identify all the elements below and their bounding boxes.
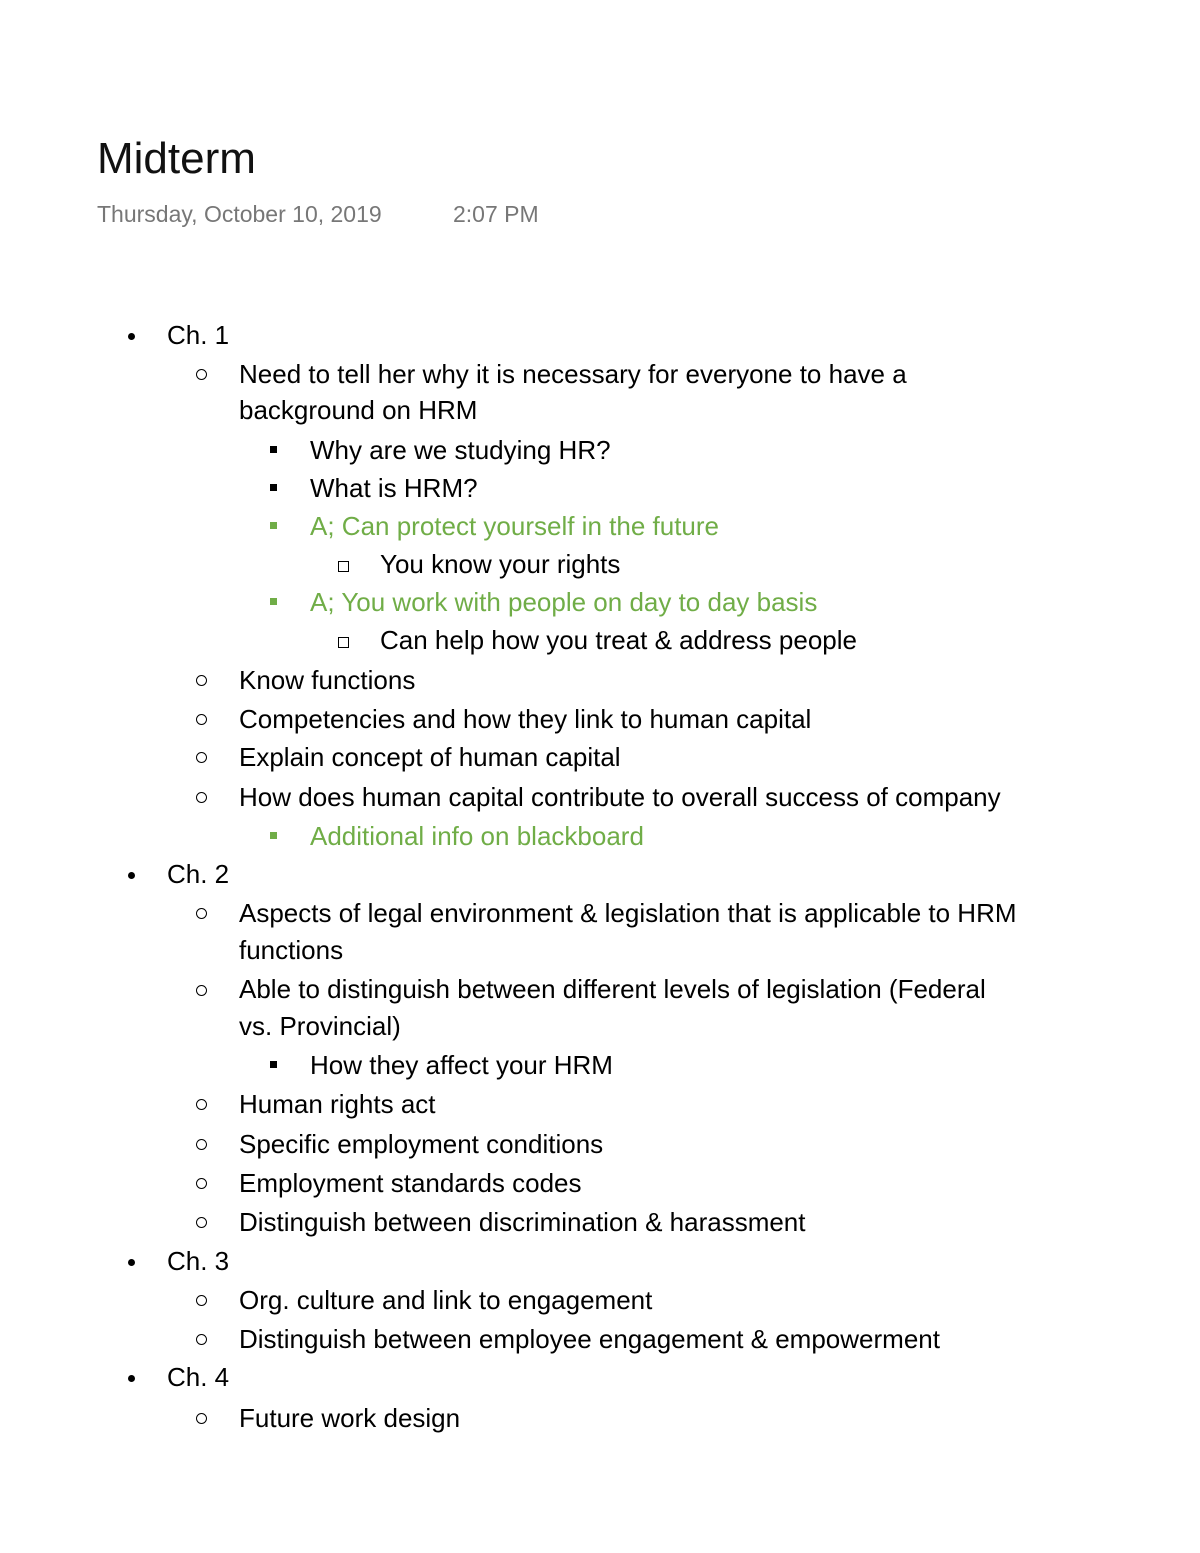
outline-item-ch1: Ch. 1: [167, 320, 230, 350]
circle-bullet-icon: [196, 675, 207, 686]
page-date: Thursday, October 10, 2019: [97, 201, 382, 227]
outline-item-ch3: Ch. 3: [167, 1246, 230, 1276]
bullet-icon: [128, 872, 135, 879]
page-title: Midterm: [97, 134, 256, 183]
outline-item-distinguish-line2: vs. Provincial): [239, 1011, 401, 1041]
square-bullet-icon: [270, 522, 277, 529]
outline-item-need-line1: Need to tell her why it is necessary for everyone to have a: [239, 359, 907, 389]
page-time: 2:07 PM: [453, 201, 539, 227]
outline-item-know-rights: You know your rights: [380, 549, 621, 579]
outline-item-future: Future work design: [239, 1403, 461, 1433]
outline-item-affect: How they affect your HRM: [310, 1050, 613, 1080]
circle-bullet-icon: [196, 1334, 207, 1345]
square-bullet-icon: [270, 484, 277, 491]
circle-bullet-icon: [196, 1178, 207, 1189]
outline-item-what-is-hrm: What is HRM?: [310, 473, 478, 503]
outline-item-aspects-line1: Aspects of legal environment & legislation that is applicable to HRM: [239, 898, 1017, 928]
outline-item-standards: Employment standards codes: [239, 1168, 582, 1198]
bullet-icon: [128, 1259, 135, 1266]
outline-item-contribute: How does human capital contribute to overall success of company: [239, 782, 1001, 812]
outline-item-ch2: Ch. 2: [167, 859, 230, 889]
circle-bullet-icon: [196, 752, 207, 763]
outline-item-additional-info: Additional info on blackboard: [310, 821, 644, 851]
outline-item-help-treat: Can help how you treat & address people: [380, 625, 857, 655]
circle-bullet-icon: [196, 1413, 207, 1424]
circle-bullet-icon: [196, 1217, 207, 1228]
square-bullet-icon: [270, 832, 277, 839]
outline-item-know-functions: Know functions: [239, 665, 416, 695]
circle-bullet-icon: [196, 908, 207, 919]
circle-bullet-icon: [196, 1295, 207, 1306]
circle-bullet-icon: [196, 369, 207, 380]
outline-item-specific: Specific employment conditions: [239, 1129, 604, 1159]
outline-item-competencies: Competencies and how they link to human capital: [239, 704, 812, 734]
outline-item-answer-work: A; You work with people on day to day basis: [310, 587, 818, 617]
open-square-bullet-icon: [338, 637, 349, 648]
square-bullet-icon: [270, 1061, 277, 1068]
circle-bullet-icon: [196, 1099, 207, 1110]
outline-item-engagement: Distinguish between employee engagement & empowerment: [239, 1324, 940, 1354]
outline-item-aspects-line2: functions: [239, 935, 344, 965]
open-square-bullet-icon: [338, 561, 349, 572]
circle-bullet-icon: [196, 985, 207, 996]
square-bullet-icon: [270, 598, 277, 605]
outline-item-need-line2: background on HRM: [239, 395, 478, 425]
outline-item-ch4: Ch. 4: [167, 1362, 230, 1392]
circle-bullet-icon: [196, 714, 207, 725]
outline-item-answer-protect: A; Can protect yourself in the future: [310, 511, 719, 541]
outline-item-explain-concept: Explain concept of human capital: [239, 742, 621, 772]
bullet-icon: [128, 333, 135, 340]
outline-item-why-studying: Why are we studying HR?: [310, 435, 611, 465]
outline-item-culture: Org. culture and link to engagement: [239, 1285, 653, 1315]
circle-bullet-icon: [196, 1139, 207, 1150]
outline-item-distinguish-line1: Able to distinguish between different levels of legislation (Federal: [239, 974, 986, 1004]
circle-bullet-icon: [196, 792, 207, 803]
square-bullet-icon: [270, 446, 277, 453]
outline-item-human-rights: Human rights act: [239, 1089, 436, 1119]
outline-item-discrimination: Distinguish between discrimination & harassment: [239, 1207, 806, 1237]
bullet-icon: [128, 1375, 135, 1382]
